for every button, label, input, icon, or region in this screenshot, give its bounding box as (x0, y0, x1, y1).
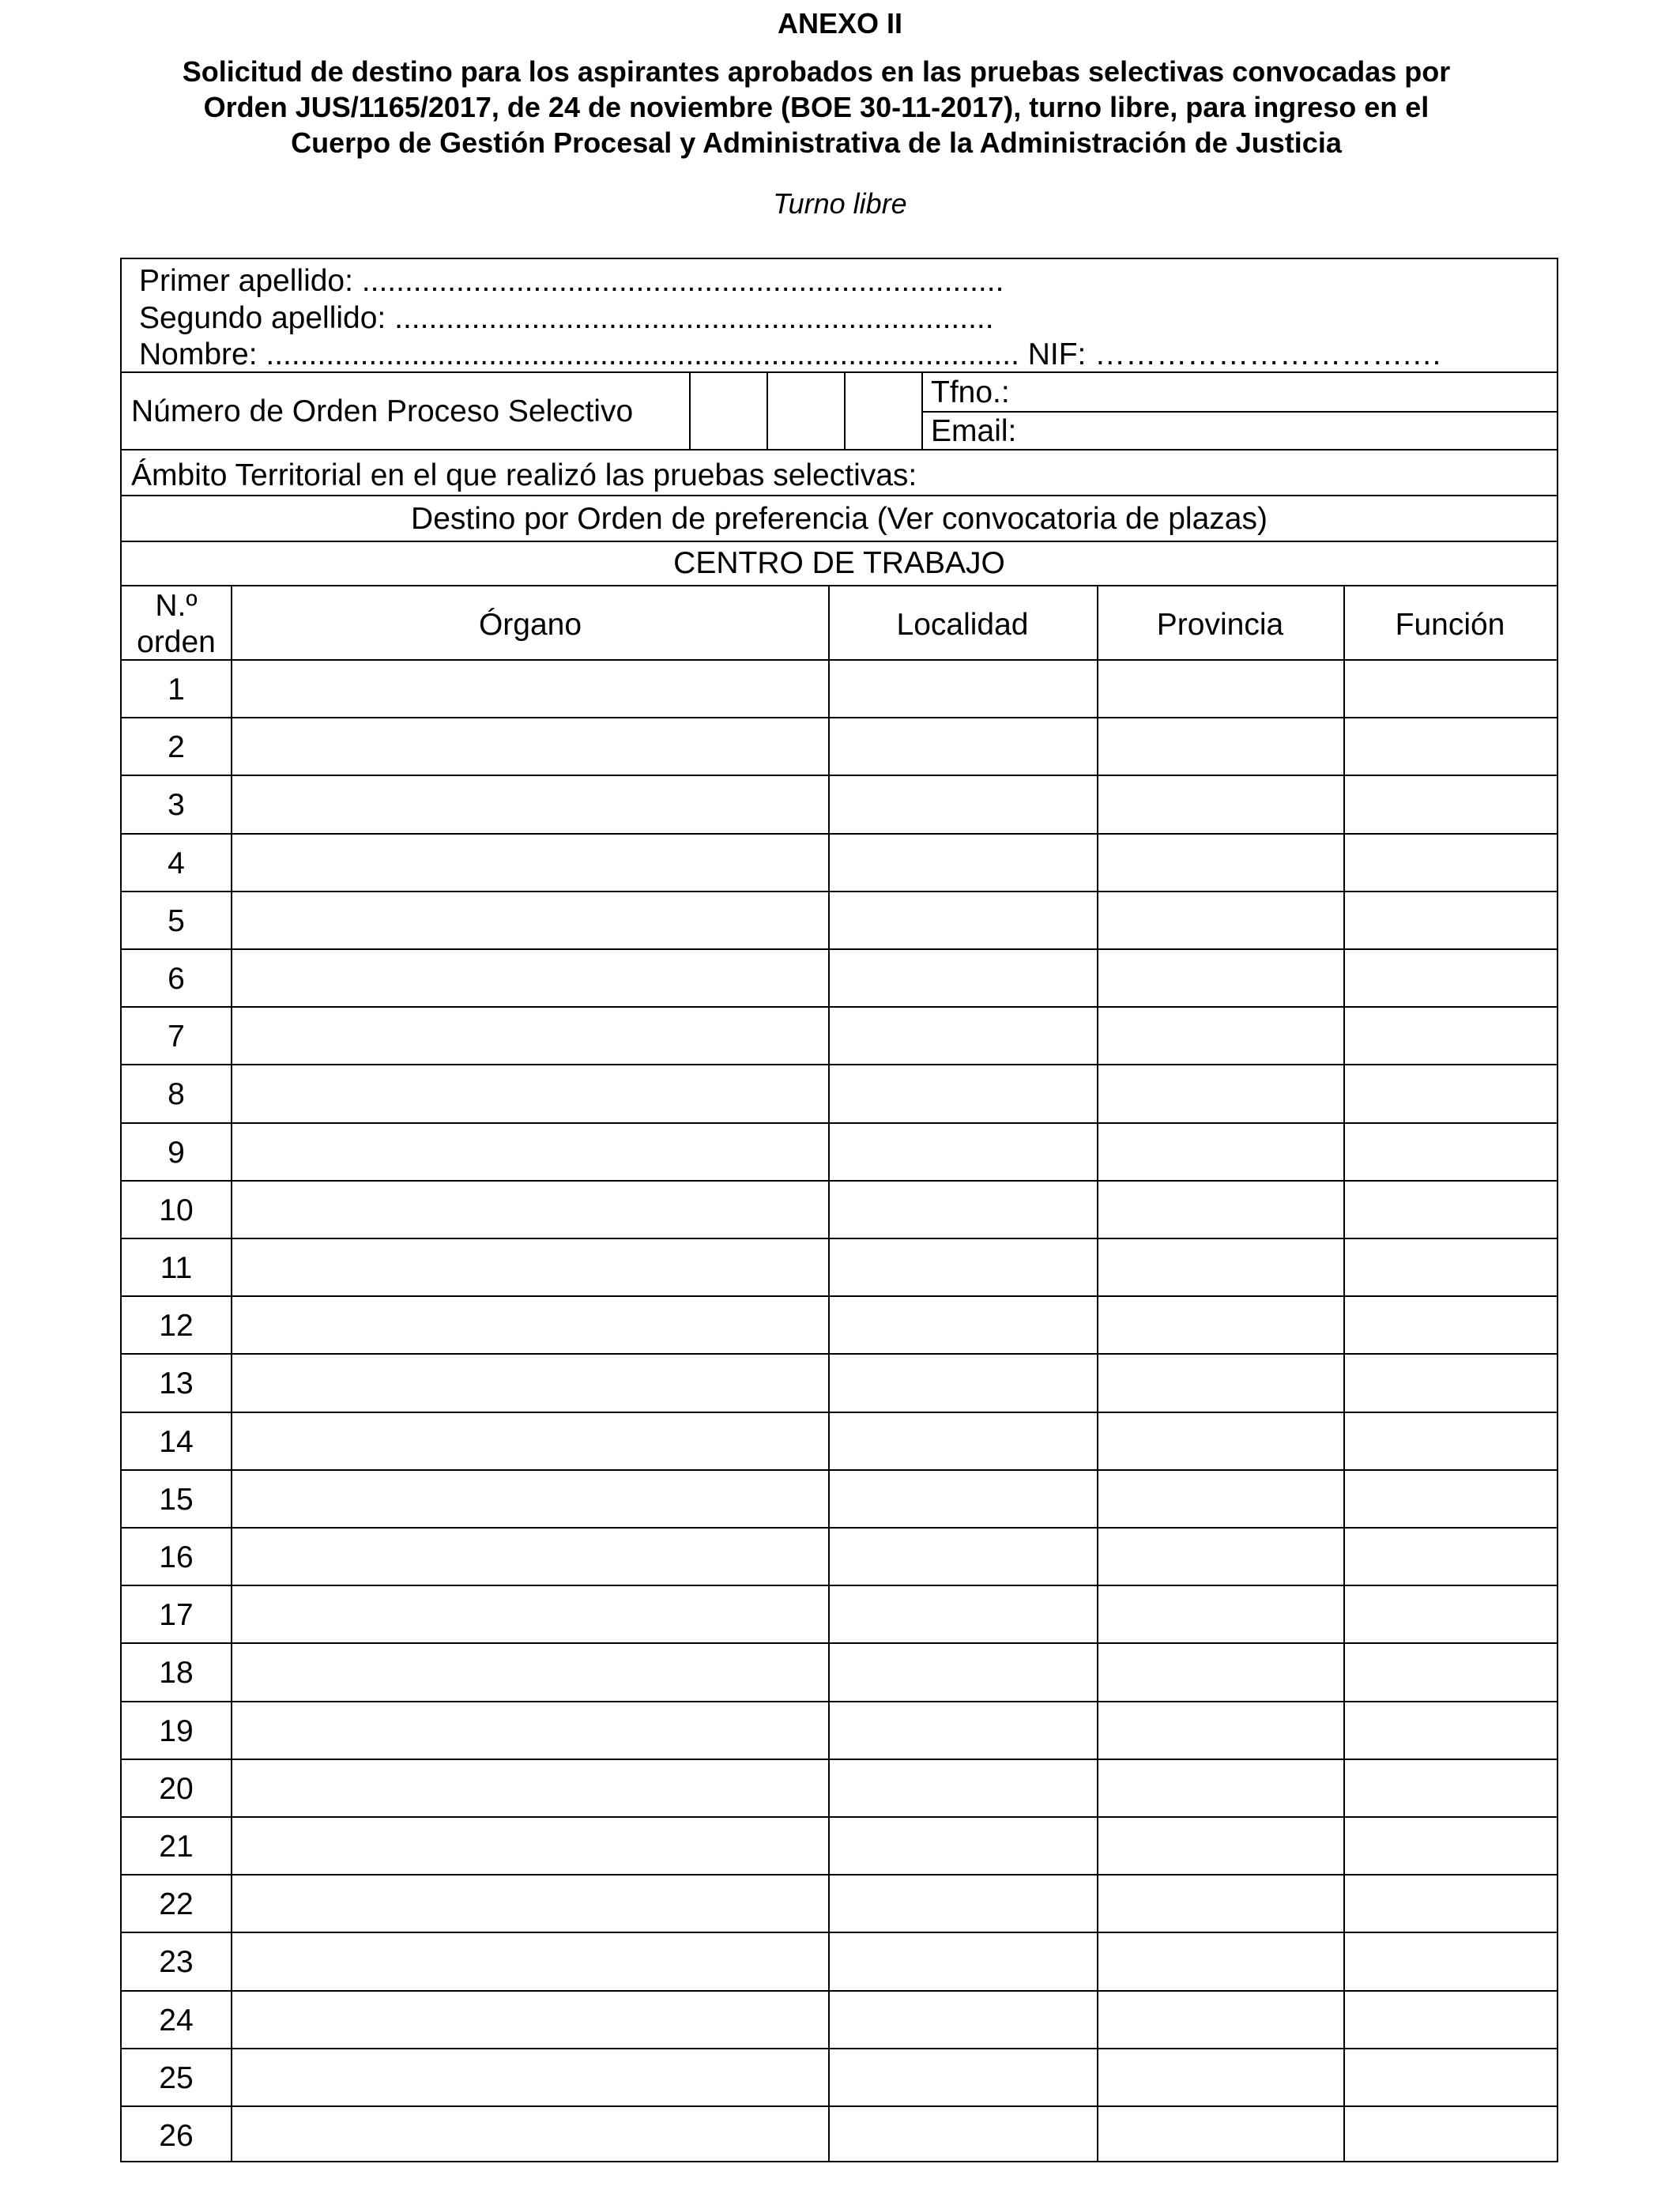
row-number: 12 (159, 1309, 194, 1344)
provincia-cell[interactable] (1098, 950, 1343, 1005)
row-number: 2 (168, 730, 185, 765)
orden-header (122, 588, 231, 661)
localidad-cell[interactable] (830, 1413, 1097, 1468)
provincia-cell[interactable] (1098, 1297, 1343, 1351)
row-number: 18 (159, 1656, 194, 1691)
organo-cell[interactable] (232, 1992, 828, 2046)
tfno-field[interactable]: Tfno.: (931, 375, 1010, 409)
localidad-cell[interactable] (830, 1124, 1097, 1178)
row-number: 11 (160, 1251, 193, 1285)
funcion-header: Función (1395, 608, 1505, 642)
heading-line: Cuerpo de Gestión Procesal y Administrativa de la Administración de Justicia (291, 126, 1342, 159)
provincia-cell[interactable] (1098, 1644, 1343, 1698)
heading-line: Orden JUS/1165/2017, de 24 de noviembre (BOE 30-11-2017), turno libre, para ingreso en el (203, 91, 1430, 123)
localidad-cell[interactable] (830, 1875, 1097, 1930)
localidad-cell[interactable] (830, 1818, 1097, 1872)
funcion-cell[interactable] (1345, 1529, 1557, 1583)
localidad-cell[interactable] (830, 1182, 1097, 1236)
provincia-cell[interactable] (1098, 1933, 1343, 1988)
provincia-cell[interactable] (1098, 776, 1343, 831)
provincia-cell[interactable] (1098, 1065, 1343, 1120)
provincia-cell[interactable] (1098, 1008, 1343, 1062)
row-number: 24 (159, 2003, 194, 2038)
funcion-cell[interactable] (1345, 1008, 1557, 1062)
divider (921, 411, 1557, 413)
numero-orden-label: Número de Orden Proceso Selectivo (131, 394, 634, 428)
funcion-cell[interactable] (1345, 718, 1557, 773)
localidad-cell[interactable] (830, 1644, 1097, 1698)
nombre-nif-field[interactable]: Nombre: ........................................................................................ NIF: ………………………….… (139, 337, 1443, 371)
provincia-cell[interactable] (1098, 1760, 1343, 1815)
funcion-cell[interactable] (1345, 1471, 1557, 1525)
provincia-cell[interactable] (1098, 1818, 1343, 1872)
funcion-cell[interactable] (1345, 776, 1557, 831)
organo-cell[interactable] (232, 1586, 828, 1641)
localidad-cell[interactable] (830, 776, 1097, 831)
funcion-cell[interactable] (1345, 1355, 1557, 1409)
organo-cell[interactable] (232, 1065, 828, 1120)
row-number: 15 (159, 1482, 194, 1517)
row-number: 5 (168, 903, 185, 938)
organo-cell[interactable] (232, 1471, 828, 1525)
organo-cell[interactable] (232, 2107, 828, 2162)
provincia-header: Provincia (1156, 608, 1284, 642)
funcion-cell[interactable] (1345, 1702, 1557, 1757)
localidad-cell[interactable] (830, 661, 1097, 715)
organo-cell[interactable] (232, 1182, 828, 1236)
funcion-cell[interactable] (1345, 1413, 1557, 1468)
localidad-cell[interactable] (830, 2107, 1097, 2162)
funcion-cell[interactable] (1345, 2107, 1557, 2162)
organo-cell[interactable] (232, 950, 828, 1005)
localidad-cell[interactable] (830, 1933, 1097, 1988)
provincia-cell[interactable] (1098, 1992, 1343, 2046)
row-number: 9 (168, 1135, 185, 1170)
funcion-cell[interactable] (1345, 1933, 1557, 1988)
heading-line: Solicitud de destino para los aspirantes aprobados en las pruebas selectivas convocadas por (182, 55, 1451, 88)
organo-cell[interactable] (232, 776, 828, 831)
localidad-header: Localidad (896, 608, 1029, 642)
divider (122, 449, 1557, 450)
provincia-cell[interactable] (1098, 1413, 1343, 1468)
localidad-cell[interactable] (830, 950, 1097, 1005)
organo-cell[interactable] (232, 835, 828, 889)
divider (122, 495, 1557, 496)
provincia-cell[interactable] (1098, 1529, 1343, 1583)
organo-cell[interactable] (232, 1529, 828, 1583)
provincia-cell[interactable] (1098, 892, 1343, 947)
numero-orden-box[interactable] (768, 373, 844, 449)
row-number: 22 (159, 1887, 194, 1922)
row-number: 4 (168, 846, 185, 880)
funcion-cell[interactable] (1345, 1818, 1557, 1872)
turno-subtitle: Turno libre (773, 187, 907, 220)
segundo-apellido-field[interactable]: Segundo apellido: ...................................................................... (139, 301, 994, 335)
localidad-cell[interactable] (830, 1355, 1097, 1409)
organo-cell[interactable] (232, 1008, 828, 1062)
application-form (120, 258, 1558, 2162)
provincia-cell[interactable] (1098, 1355, 1343, 1409)
provincia-cell[interactable] (1098, 1471, 1343, 1525)
ambito-territorial-field[interactable]: Ámbito Territorial en el que realizó las pruebas selectivas: (131, 458, 917, 492)
email-field[interactable]: Email: (931, 414, 1017, 448)
provincia-cell[interactable] (1098, 2049, 1343, 2104)
row-number: 17 (159, 1598, 194, 1633)
row-number: 1 (168, 673, 185, 707)
localidad-cell[interactable] (830, 1586, 1097, 1641)
row-number: 14 (159, 1424, 194, 1459)
organo-cell[interactable] (232, 1124, 828, 1178)
funcion-cell[interactable] (1345, 1644, 1557, 1698)
provincia-cell[interactable] (1098, 1239, 1343, 1294)
localidad-cell[interactable] (830, 835, 1097, 889)
row-number: 13 (159, 1367, 194, 1401)
funcion-cell[interactable] (1345, 1992, 1557, 2046)
funcion-cell[interactable] (1345, 1239, 1557, 1294)
localidad-cell[interactable] (830, 1065, 1097, 1120)
organo-header: Órgano (478, 608, 582, 642)
organo-cell[interactable] (232, 1818, 828, 1872)
divider (122, 585, 1557, 586)
localidad-cell[interactable] (830, 1239, 1097, 1294)
annex-title: ANEXO II (777, 7, 903, 40)
funcion-cell[interactable] (1345, 1586, 1557, 1641)
localidad-cell[interactable] (830, 1760, 1097, 1815)
localidad-cell[interactable] (830, 718, 1097, 773)
provincia-cell[interactable] (1098, 1702, 1343, 1757)
funcion-cell[interactable] (1345, 1124, 1557, 1178)
centro-trabajo-label: CENTRO DE TRABAJO (673, 546, 1005, 580)
organo-cell[interactable] (232, 1702, 828, 1757)
divider (122, 541, 1557, 542)
organo-cell[interactable] (232, 1413, 828, 1468)
organo-cell[interactable] (232, 1644, 828, 1698)
localidad-cell[interactable] (830, 1702, 1097, 1757)
provincia-cell[interactable] (1098, 1182, 1343, 1236)
funcion-cell[interactable] (1345, 2049, 1557, 2104)
organo-cell[interactable] (232, 1933, 828, 1988)
organo-cell[interactable] (232, 1875, 828, 1930)
localidad-cell[interactable] (830, 2049, 1097, 2104)
organo-cell[interactable] (232, 1297, 828, 1351)
organo-cell[interactable] (232, 892, 828, 947)
funcion-cell[interactable] (1345, 835, 1557, 889)
row-number: 8 (168, 1077, 185, 1112)
funcion-cell[interactable] (1345, 892, 1557, 947)
provincia-cell[interactable] (1098, 661, 1343, 715)
provincia-cell[interactable] (1098, 835, 1343, 889)
row-number: 7 (168, 1020, 185, 1054)
funcion-cell[interactable] (1345, 1297, 1557, 1351)
localidad-cell[interactable] (830, 1992, 1097, 2046)
row-number: 10 (159, 1193, 194, 1227)
localidad-cell[interactable] (830, 1008, 1097, 1062)
row-number: 3 (168, 788, 185, 823)
provincia-cell[interactable] (1098, 2107, 1343, 2162)
row-number: 19 (159, 1713, 194, 1748)
numero-orden-box[interactable] (691, 373, 767, 449)
organo-cell[interactable] (232, 2049, 828, 2104)
row-number: 23 (159, 1945, 194, 1980)
row-number: 16 (159, 1540, 194, 1574)
primer-apellido-field[interactable]: Primer apellido: ........................................................................... (139, 264, 1004, 298)
localidad-cell[interactable] (830, 1529, 1097, 1583)
divider (921, 371, 923, 449)
localidad-cell[interactable] (830, 1471, 1097, 1525)
row-number: 26 (159, 2119, 194, 2153)
orden-header-line: N.º (155, 589, 198, 623)
funcion-cell[interactable] (1345, 950, 1557, 1005)
provincia-cell[interactable] (1098, 1586, 1343, 1641)
organo-cell[interactable] (232, 1239, 828, 1294)
funcion-cell[interactable] (1345, 1875, 1557, 1930)
row-number: 21 (159, 1830, 194, 1864)
provincia-cell[interactable] (1098, 1875, 1343, 1930)
funcion-cell[interactable] (1345, 1760, 1557, 1815)
provincia-cell[interactable] (1098, 718, 1343, 773)
row-number: 25 (159, 2060, 194, 2095)
destino-preferencia-label: Destino por Orden de preferencia (Ver convocatoria de plazas) (411, 502, 1268, 536)
row-number: 20 (159, 1771, 194, 1806)
funcion-cell[interactable] (1345, 661, 1557, 715)
organo-cell[interactable] (232, 661, 828, 715)
numero-orden-box[interactable] (846, 373, 921, 449)
organo-cell[interactable] (232, 718, 828, 773)
organo-cell[interactable] (232, 1760, 828, 1815)
document-heading (103, 54, 1530, 160)
provincia-cell[interactable] (1098, 1124, 1343, 1178)
organo-cell[interactable] (232, 1355, 828, 1409)
funcion-cell[interactable] (1345, 1182, 1557, 1236)
row-number: 6 (168, 962, 185, 996)
funcion-cell[interactable] (1345, 1065, 1557, 1120)
orden-header-line: orden (137, 625, 216, 659)
localidad-cell[interactable] (830, 1297, 1097, 1351)
localidad-cell[interactable] (830, 892, 1097, 947)
